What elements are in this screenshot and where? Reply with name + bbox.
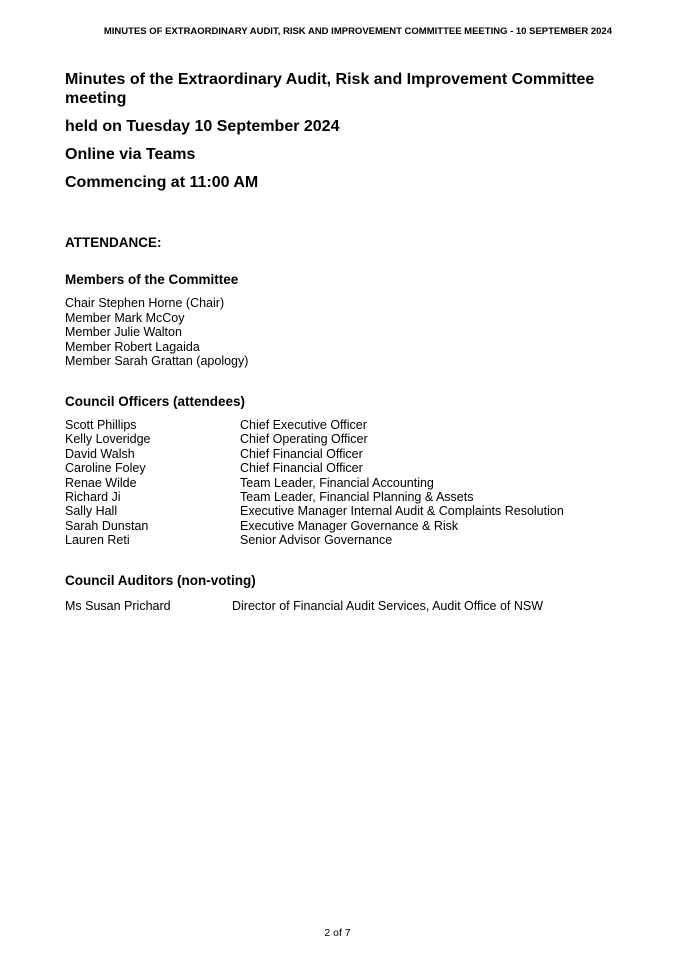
running-header: MINUTES OF EXTRAORDINARY AUDIT, RISK AND IMPROVEMENT COMMITTEE MEETING - 10 SEPTEMBER 2024: [103, 26, 612, 37]
table-row: [65, 519, 564, 533]
document-title: Minutes of the Extraordinary Audit, Risk and Improvement Committee meeting: [65, 71, 595, 107]
members-heading: Members of the Committee: [65, 272, 239, 287]
officer-role: Senior Advisor Governance: [240, 533, 393, 548]
members-list: [65, 296, 248, 369]
officer-name: Sarah Dunstan: [65, 518, 149, 533]
list-item: Chair Stephen Horne (Chair): [65, 296, 225, 310]
officer-name: Sally Hall: [65, 504, 118, 519]
attendance-heading: ATTENDANCE:: [65, 235, 162, 250]
officer-role: Executive Manager Internal Audit & Complaints Resolution: [240, 504, 564, 519]
officer-role: Team Leader, Financial Planning & Assets: [240, 490, 474, 505]
officer-name: Caroline Foley: [65, 461, 146, 476]
officers-table: [65, 418, 564, 548]
table-row: [65, 533, 564, 547]
auditor-role: Director of Financial Audit Services, Audit Office of NSW: [232, 599, 544, 613]
page-number: 2 of 7: [324, 927, 351, 939]
auditors-heading: Council Auditors (non-voting): [65, 573, 256, 588]
officer-role: Chief Financial Officer: [240, 446, 363, 461]
table-row: [65, 476, 564, 490]
meeting-start-time: Commencing at 11:00 AM: [65, 174, 259, 191]
officer-name: Renae Wilde: [65, 475, 137, 490]
table-row: [65, 418, 564, 432]
auditor-name: Ms Susan Prichard: [65, 599, 171, 613]
list-item: Member Sarah Grattan (apology): [65, 354, 249, 368]
meeting-location: Online via Teams: [65, 146, 196, 163]
officer-role: Executive Manager Governance & Risk: [240, 518, 459, 533]
officer-role: Chief Executive Officer: [240, 418, 367, 432]
list-item: Member Robert Lagaida: [65, 339, 200, 354]
table-row: [65, 504, 564, 518]
officer-role: Chief Operating Officer: [240, 432, 368, 447]
meeting-date: held on Tuesday 10 September 2024: [65, 118, 340, 135]
officer-name: Richard Ji: [65, 490, 121, 505]
auditor-row: [65, 599, 543, 614]
table-row: [65, 447, 564, 461]
table-row: [65, 432, 564, 446]
title-block: [65, 70, 625, 201]
officer-name: Lauren Reti: [65, 533, 130, 548]
table-row: [65, 461, 564, 475]
officer-name: Scott Phillips: [65, 418, 137, 432]
list-item: Member Mark McCoy: [65, 310, 185, 325]
officer-name: Kelly Loveridge: [65, 432, 151, 447]
list-item: Member Julie Walton: [65, 325, 182, 339]
officer-name: David Walsh: [65, 446, 135, 461]
officer-role: Team Leader, Financial Accounting: [240, 475, 434, 490]
officer-role: Chief Financial Officer: [240, 461, 363, 476]
officers-heading: Council Officers (attendees): [65, 394, 246, 409]
table-row: [65, 490, 564, 504]
